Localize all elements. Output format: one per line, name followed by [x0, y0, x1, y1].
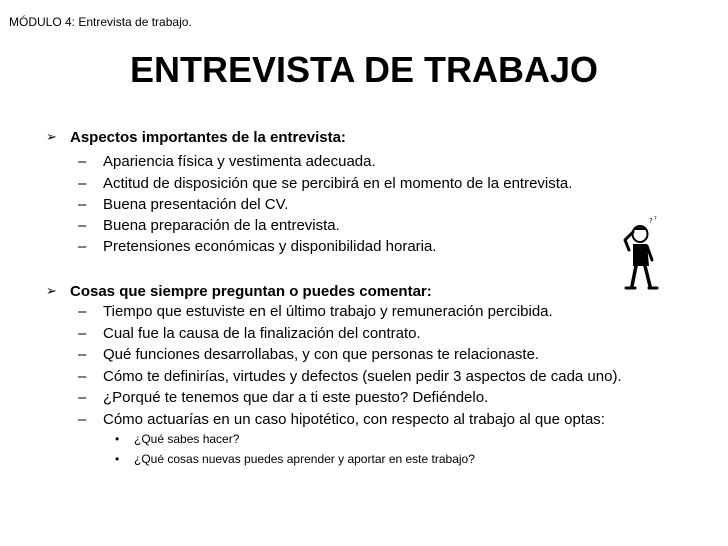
thinking-person-icon	[619, 214, 667, 294]
sub-list-item: • ¿Qué cosas nuevas puedes aprender y aportar en este trabajo?	[115, 452, 475, 466]
arrow-bullet-icon: ➢	[46, 283, 57, 298]
dash-bullet-icon: –	[78, 368, 87, 385]
dash-bullet-icon: –	[78, 217, 87, 234]
dash-bullet-icon: –	[78, 389, 87, 406]
dash-bullet-icon: –	[78, 346, 87, 363]
list-item: – Cual fue la causa de la finalización del contrato.	[78, 325, 421, 342]
list-item: – Cómo te definirías, virtudes y defectos (suelen pedir 3 aspectos de cada uno).	[78, 368, 622, 385]
list-item: – Actitud de disposición que se percibirá en el momento de la entrevista.	[78, 175, 573, 192]
dash-bullet-icon: –	[78, 153, 87, 170]
dash-bullet-icon: –	[78, 411, 87, 428]
arrow-bullet-icon: ➢	[46, 129, 57, 144]
dot-bullet-icon: •	[115, 432, 120, 446]
list-item: – ¿Porqué te tenemos que dar a ti este puesto? Defiéndelo.	[78, 389, 489, 406]
dash-bullet-icon: –	[78, 175, 87, 192]
dash-bullet-icon: –	[78, 238, 87, 255]
list-item: – Pretensiones económicas y disponibilidad horaria.	[78, 238, 437, 255]
svg-text:?: ?	[654, 216, 657, 222]
section-heading-preguntas: ➢ Cosas que siempre preguntan o puedes comentar:	[46, 283, 432, 300]
dot-bullet-icon: •	[115, 452, 120, 466]
dash-bullet-icon: –	[78, 303, 87, 320]
page-title: ENTREVISTA DE TRABAJO	[129, 49, 599, 90]
list-item: – Buena preparación de la entrevista.	[78, 217, 340, 234]
list-item: – Cómo actuarías en un caso hipotético, con respecto al trabajo al que optas:	[78, 411, 605, 428]
list-item: – Tiempo que estuviste en el último trabajo y remuneración percibida.	[78, 303, 553, 320]
module-label: MÓDULO 4: Entrevista de trabajo.	[9, 15, 192, 29]
list-item: – Apariencia física y vestimenta adecuada.	[78, 153, 376, 170]
dash-bullet-icon: –	[78, 196, 87, 213]
sub-list-item: • ¿Qué sabes hacer?	[115, 432, 240, 446]
section-heading-aspectos: ➢ Aspectos importantes de la entrevista:	[46, 129, 346, 146]
list-item: – Buena presentación del CV.	[78, 196, 289, 213]
list-item: – Qué funciones desarrollabas, y con que personas te relacionaste.	[78, 346, 540, 363]
svg-text:?: ?	[649, 217, 653, 225]
dash-bullet-icon: –	[78, 325, 87, 342]
